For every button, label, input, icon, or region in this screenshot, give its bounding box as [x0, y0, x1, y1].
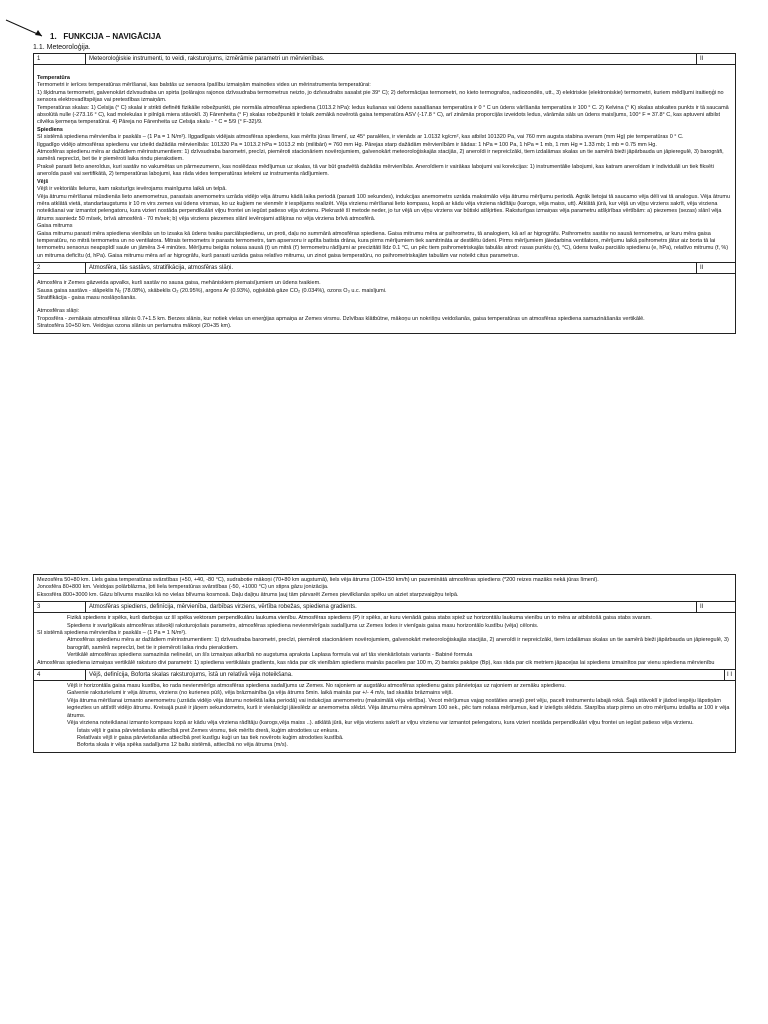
topic-row-4 — [34, 670, 735, 681]
section-heading: Temperatūra — [37, 75, 70, 81]
paragraph-list — [37, 577, 732, 599]
topic-1-content — [34, 65, 735, 263]
topic-row-2 — [34, 263, 735, 274]
paragraph: Spiediens ir svarīgākais atmosfēras stāvokļi raksturojošais parametrs, atmosfēras spiediena nevienmērīgais sadalījums uz Zemes lodes ir vienīgais gaisa masu horizontālo kustību (vēja) cēlonis. — [67, 622, 539, 629]
paragraph: Stratifikācija - gaisa masu noslāņošanās. — [37, 294, 137, 301]
topic-level: II — [700, 604, 704, 611]
topic-number: 3 — [34, 602, 86, 612]
paragraph: SI sistēmā spiediena mērvienība ir paskāls – (1 Pa = 1 N/m²). — [37, 630, 187, 637]
paragraph: Fizikā spiediens ir spēks, kurš darbojas uz šī spēka vektoram perpendikulāru laukuma vienību. Atmosfēras spiediens (P) ir spēks, ar kuru vienādā gaisa stabs spiež uz horizontālu laukuma vienību un to mēra ar atbilstošā gaisa stabs svaram. — [67, 615, 652, 622]
topic-level: II — [700, 56, 704, 62]
topic-number: 4 — [34, 670, 86, 680]
paragraph: Gaisa mitrumu parasti mēra spiediena vienībās un to izsaka kā ūdens tvaiku parciālspiedienu, un proti, daļu no summārā atmosfēras spiediena. Gaisa mitrumu mēra ar psihrometru, tā analogiem, kā arī ar higrogrāfu. Psihrometrs sastāv no sausā termometra, ar kuru mēra gaisa temperatūru, no mitrā termometra un no ventilatora. Mitrais termometrs ir parasts termometrs, tam apsersoru ir aptīta batista drāna, kura pirms mērījumiem tiek samitrināta ar destilētu ūdeni. Pirms mērījumiem jāiedarbina ventilators, mērījumu laikā psihrometrs jātur aiz borta tā lai termometru sensorus neapspīdī saule un jāmēra 3-4 minūtes. Mērījumu beigās nolasa sausā (t) un mitrā (t') termometru rādījumi ar precizitāti līdz 0.1 °C, un pēc tiem psihrometriskajās tabulās atrod: rasas punktu (τ), °C), ūdens tvaiku parciālo spiedienu (e, hPa), relatīvo mitrumu (f, %) un mitruma deficītu (d, hPa). Gaisa mitrumu mēra arī ar higrogrāfu, kurš parasti uzrāda gaisa relatīvo mitrumu, un zinot gaisa temperatūru, no psihrometriskajām tabulām var noteikt citus parametrus. — [37, 230, 729, 259]
topic-title: Meteoroloģiskie instrumenti, to veidi, raksturojums, izmērāmie parametri un mērvienības. — [86, 54, 697, 64]
topic-table-page-1 — [33, 53, 736, 334]
topic-2-content — [34, 274, 735, 332]
paragraph: Praksē parasti lieto aneroīdus, kuri sastāv no vakumētas un pārmezumenn, kas noslēdzas mēdījumus uz skalas, tā var būt gradvētā dažādās mērvienībās. Aneroīdiem ir vairākas labojumi vai korekcijas: 1) instrumentālie labojumi, kas katram aneroīdam ir individuāli un tiek fiksēti aneroīda pasē vai sertifikātā, 2) temperatūras labojumi, kas rāda vides temperatūras ietekmi uz instrumenta rādījumiem. — [37, 163, 714, 178]
paragraph: Sausa gaisa sastāvs - slāpeklis N₂ (78.08%), skābeklis O₂ (20.95%), argons Ar (0.93%), ogļskābā gāze CO₂ (0.034%), ozons O₃ u.c. maisījumi. — [37, 287, 387, 294]
paragraph: Boforta skala ir vēja spēka sadalījums 12 ballu sistēmā, attiecībā no vēja ātruma (m/s). — [77, 742, 288, 749]
paragraph-list — [37, 67, 732, 260]
topic-title: Atmosfēras spiediens, definīcija, mērvienība, darbības virziens, vērtība robežas, spiediena gradients. — [86, 602, 697, 612]
topic-4-content — [34, 681, 735, 752]
document-heading: 1. FUNKCIJA – NAVIGĀCIJA — [50, 32, 162, 41]
paragraph: Stratosfēra 10+50 km. Veidojas ozona slānis un perlamutra mākoņi (20+35 km). — [37, 323, 232, 330]
topic-table-page-2 — [33, 574, 736, 753]
paragraph: Gaisa mitrums — [37, 223, 73, 230]
paragraph: Temperatūras skalas: 1) Celsija (° C) skalai ir strikti definēti fizikālie robežpunkti, pie normāla atmosfēras spiediena (1013.2 hPa): ledus kušanas vai ūdens sasalšanas temperatūra ir 0 ° C un ūdens vārīšanās temperatūra ir 100 ° C. 2) Kelvina (° K) skalas atskaites punkts ir tā saucamā absolūtā nulle (-273.16 ° C), kad molekulas ir pilnīgā miera stāvoklī. 3) Fārenheita (° F) skalas robežpunkti ir tolaik zemākā novērotā gaisa temperatūra ASV (-17.8 ° C), arī zināmās proporcijās izveidots ledus, vārāmās sāls un ūdens maisījums, 100° F = 37.8° C, kas aptuveni atbilst cilvēka ķermeņa temperatūrai. 4) Pāreja no Fārenheita uz Celsija skalu - ° C = 5/9 (° F-32)/9. — [37, 104, 729, 126]
section-heading: Spiediens — [37, 126, 63, 133]
paragraph: Atmosfēras spiediena izmaiņas vertikālē raksturo divi parametri: 1) spiediena vertikālais gradients, kas rāda par cik vienībām spiediens mainās pacelies par 100 m, 2) barisks pakāpe (Bp), kas rāda par cik metriem jāpaceļas lai spiediens izmainītos par vienu spiediena mērvienību — [37, 659, 715, 666]
paragraph: Termometri ir ierīces temperatūras mērīšanai, kas balstās uz sensora īpašību izmaiņām mainoties vides un mērinstrumenta temperatūrai: — [37, 82, 371, 89]
pointer-arrow-icon — [2, 18, 48, 40]
paragraph: Īstais vējš ir gaisa pārvietošanās attiecībā pret Zemes virsmu, tiek mērīts drerā, kuģim atrodoties uz enkura. — [77, 727, 339, 734]
topic-row-3 — [34, 602, 735, 613]
paragraph-list — [37, 615, 732, 667]
paragraph: Vēja ātruma mērīšanai izmanto anemometru (uzrāda vidējo vēja ātrumu noteiktā laika periodā) vai indukcijas anemometru (maksimālā vēja vērtība). Vecot mērījumus vajag nostāties arsejū pret vēju, pacelt instrumentu labajā rokā. Šajā stāvoklī ir jādod iespēju lāpstiņām iegriezties un attīstīt vidējo ātrumu. Kreisajā pusē ir jāņem sekundometrs, kurš ir vienlaicīgi jāieslēdz ar anemometra slēdzi. Vēja ātrumu mēra apmēram 100 sek., pēc tam nolasa mērījumus, kad ir iziešgts slēdzis. Starpība starp pirmo un otro mērījumu izdalīta ar 100 ir vēja ātrums. — [67, 697, 730, 719]
paragraph: Vertikālē atmosfēras spiediens samazinās nelineāri, un šīs izmaiņas atkarībā no augstuma apraksta Laplasa formula vai arī tās vienkāršotais variants - Babiné formula — [67, 652, 473, 659]
section-subheading: 1.1. Meteoroloģija. — [33, 44, 91, 51]
topic-row-1 — [34, 54, 735, 65]
paragraph: Atmosfēras slāņi: — [37, 308, 80, 315]
paragraph: Vēja virziena noteikšanai izmanto kompasu kopā ar kādu vēja virziena rādītāju (karogs,vēja maiss ..). atklātā jūrā, kur vēja virziens sakrīt ar viļņu virzienu var izmantot pelengatoru, kura vizieri nostāda perpendikulāri viļņu frontei un iegūst patieso vēja virzienu. — [67, 720, 694, 727]
paragraph: Troposfēra - zemākais atmosfēras slānis 0.7+1.5 km. Berzes slānis, kur notiek vielas un enerģijas apmaiņa ar Zemes virsmu. Dzīvības klātbūtne, mākoņu un nokrišņu veidošanās, gaisa temperatūras un atmosfēras spiediena samazināšanās vertikālē. — [37, 315, 645, 322]
paragraph-list — [37, 276, 732, 330]
paragraph-list — [37, 683, 732, 750]
paragraph: Eksosfēra 800+3000 km. Gāzu blīvums mazāks kā no vielas blīvuma kosmosā. Daļu daļiņu ātrums ļauj tām pārvarēt Zemes pievilkšanās spēku un aiziet starpzvaigžņu telpā. — [37, 591, 459, 598]
paragraph: Atmosfēras spiedienu mēra ar dažādiem mērinstrumentiem: 1) dzīvsudraba barometri, precīzi, piemēroti stacionāriem novērojumiem, galvenokārt meteoroloģiskajās stacijās, 2) aneroīdi ir nepreicīzāki, tiem izdalāmas skalas un tie samērā bieži jāpārbauda un jāpieregulē, 3) barogrāfi, samērā neprecīzi, bet tie ir piemēroti laika rindu pierakstiem. — [67, 637, 729, 651]
topic-number: 1 — [34, 54, 86, 64]
topic-level: II — [700, 265, 704, 272]
topic-number: 2 — [34, 263, 86, 273]
paragraph: Jonosfēra 80+800 km. Veidojas polārblāzma, ļoti liela temperatūras svārstības (-50, +1000 °C) un stipra gāzu jonizācija. — [37, 584, 329, 591]
topic-title: Atmosfēra, tās sastāvs, stratifikācija, atmosfēras slāņi. — [86, 263, 697, 273]
paragraph: Vēja ātrumu mērīšanai mūsdienās lieto anemometrus, parastais anemometrs uzrāda vidējo vēja ātrumu kādā laika periodā (parasti 100 sekundes), indukcijas anemometrs uzrāda maksimālo vēja ātrumu mērījumu periodā. Agrāk lietojai tā saucamo vēja dēli vai tā analogus. Vēja ātrumu mēra atklātā vietā, standartaugstums ir 10 m virs zemes vai ūdens virsmas, ko uz kuģiem ne vienmēr ir iespējams realizēt. Vēja virzienu mērīšanai lieto kompasu, kopā ar kādu vēja virziena rādītāju (karogs, vēja maiss, utt). Atklātā jūrā, kur vējā un viļņu virziens sakrīt, vēja virziena noteikšanai var izmantot pelengatoru, kura vizieri nostāda perpendikulāri viļņu frontei un iegūst patieso vēja virzienu. Piekrastē šī metode neder, jo tur vējā un viļņu virziens var būtiski atšķirties. Raksturīgas izmaiņas vēja parametru atšķirības vērtībām: a) piezemes (sezas) slānī vēja ātrums sasniedz 50 m/sek, brīvā atmosfērā - 70 m/sek; b) vēja virziens piezemes slānī ievērojami atšķiras no vēja virziena brīvā atmosfērā. — [37, 193, 731, 222]
paragraph: Ilggadīgo vidējo atmosfēras spiedienu var izteikt dažādās mērvienībās: 101320 Pa = 1013.2 hPa = 1013.2 mb (milibāri) = 760 mm Hg. Pārejas starp dažādām mērvienībām ir šādas: 1 hPa = 100 Pa, 1 hPa = 1 mb, 1 mm Hg = 1.33 mb; 1 mb = 0.75 mm Hg. — [37, 141, 657, 148]
paragraph: 1) šķidruma termometri, galvenokārt dzīvsudraba un spirta (polārajos rajonos dzīvsudraba termometrus neizto, jo dzīvsudrabs sasalst pie 39° C); 2) deformācijas termometri, no kieto termografos, radiozondēs, utt., 3) elektriskie (elektroniskie) termometri, kuriem mēdījumi iraitieņģi no sensora elektrovadītspējas vai pretestības izmaiņām. — [37, 89, 724, 104]
topic-title: Vējš, definīcija, Boforta skalas raksturojums, īstā un relatīvā vēja noteikšana. — [86, 670, 725, 680]
paragraph: Vējš ir horizontāla gaisa masu kustība, ko rada nevienmērīgs atmosfēras spiediena sadalījums uz Zemes. No rajoniem ar augstāku atmosfēras spiedienu gaiss pārvietojas uz rajoniem ar zemāku spiedienu. — [67, 683, 566, 690]
paragraph: Vējš ir vektoriāls lielums, kam raksturīgs ievērojams mainīgums laikā un telpā. — [37, 186, 227, 193]
paragraph: Relatīvais vējš ir gaisa pārvietošanās attiecībā pret kustīgu kuģi un tas tiek novērots kuģim atrodoties kustībā. — [77, 734, 344, 741]
paragraph: Galvenie raksturielumi ir vēja ātrums, virziens (no kurienes pūš), vēja brāzmainība (ja vēja ātrums 5min. laikā mainās par +/- 4 m/s, tad skaitās brāzmains vējš. — [67, 690, 453, 697]
paragraph: Atmosfēras spiedienu mēra ar dažādiem mērinstrumentiem: 1) dzīvsudraba barometri, precīzi, piemēroti stacionāriem novērojumiem, galvenokārt meteoroloģiskajās stacijās, 2) aneroīdi ir nepreicīzāki, tiem izdalāmas skalas un tie samērā bieži jāpārbauda un jāpieregulē, 3) barogrāfi, samērā neprecīzi, bet tie ir piemēroti laika rindu pierakstiem. — [37, 149, 724, 163]
paragraph: SI sistēmā spiediena mērvienība ir paskāls – (1 Pa = 1 N/m²). Ilggadīgais vidējais atmosfēras spiediens, kas mērīts jūras līmenī, uz 45° paralēles, ir vienāds ar 1.0132 kg/cm², kas atbilst 101320 Pa, vai 760 mm augsta stabina sveram (mm Hg) pie temperatūras 0 ° C. — [37, 134, 684, 141]
paragraph: Mezosfēra 50+80 km. Liels gaisa temperatūras svārstības (+50, +40, -80 °C), sudrabotie mākoņi (70+80 km augstumā), liels vēja ātrums (100+150 km/h) un pazeminātā atmosfēras spiediens (*200 reizes mazāks nekā jūras līmenī). — [37, 577, 599, 583]
topic-3-content — [34, 613, 735, 670]
topic-level: I I — [727, 672, 733, 679]
atmosphere-layers-continued — [34, 575, 735, 602]
section-heading: Vējš — [37, 178, 49, 185]
paragraph: Atmosfēra ir Zemes gāzveida apvalks, kurš sastāv no sausa gaisa, mehāniskiem piemaisījumiem un ūdens tvaikiem. — [37, 280, 321, 287]
